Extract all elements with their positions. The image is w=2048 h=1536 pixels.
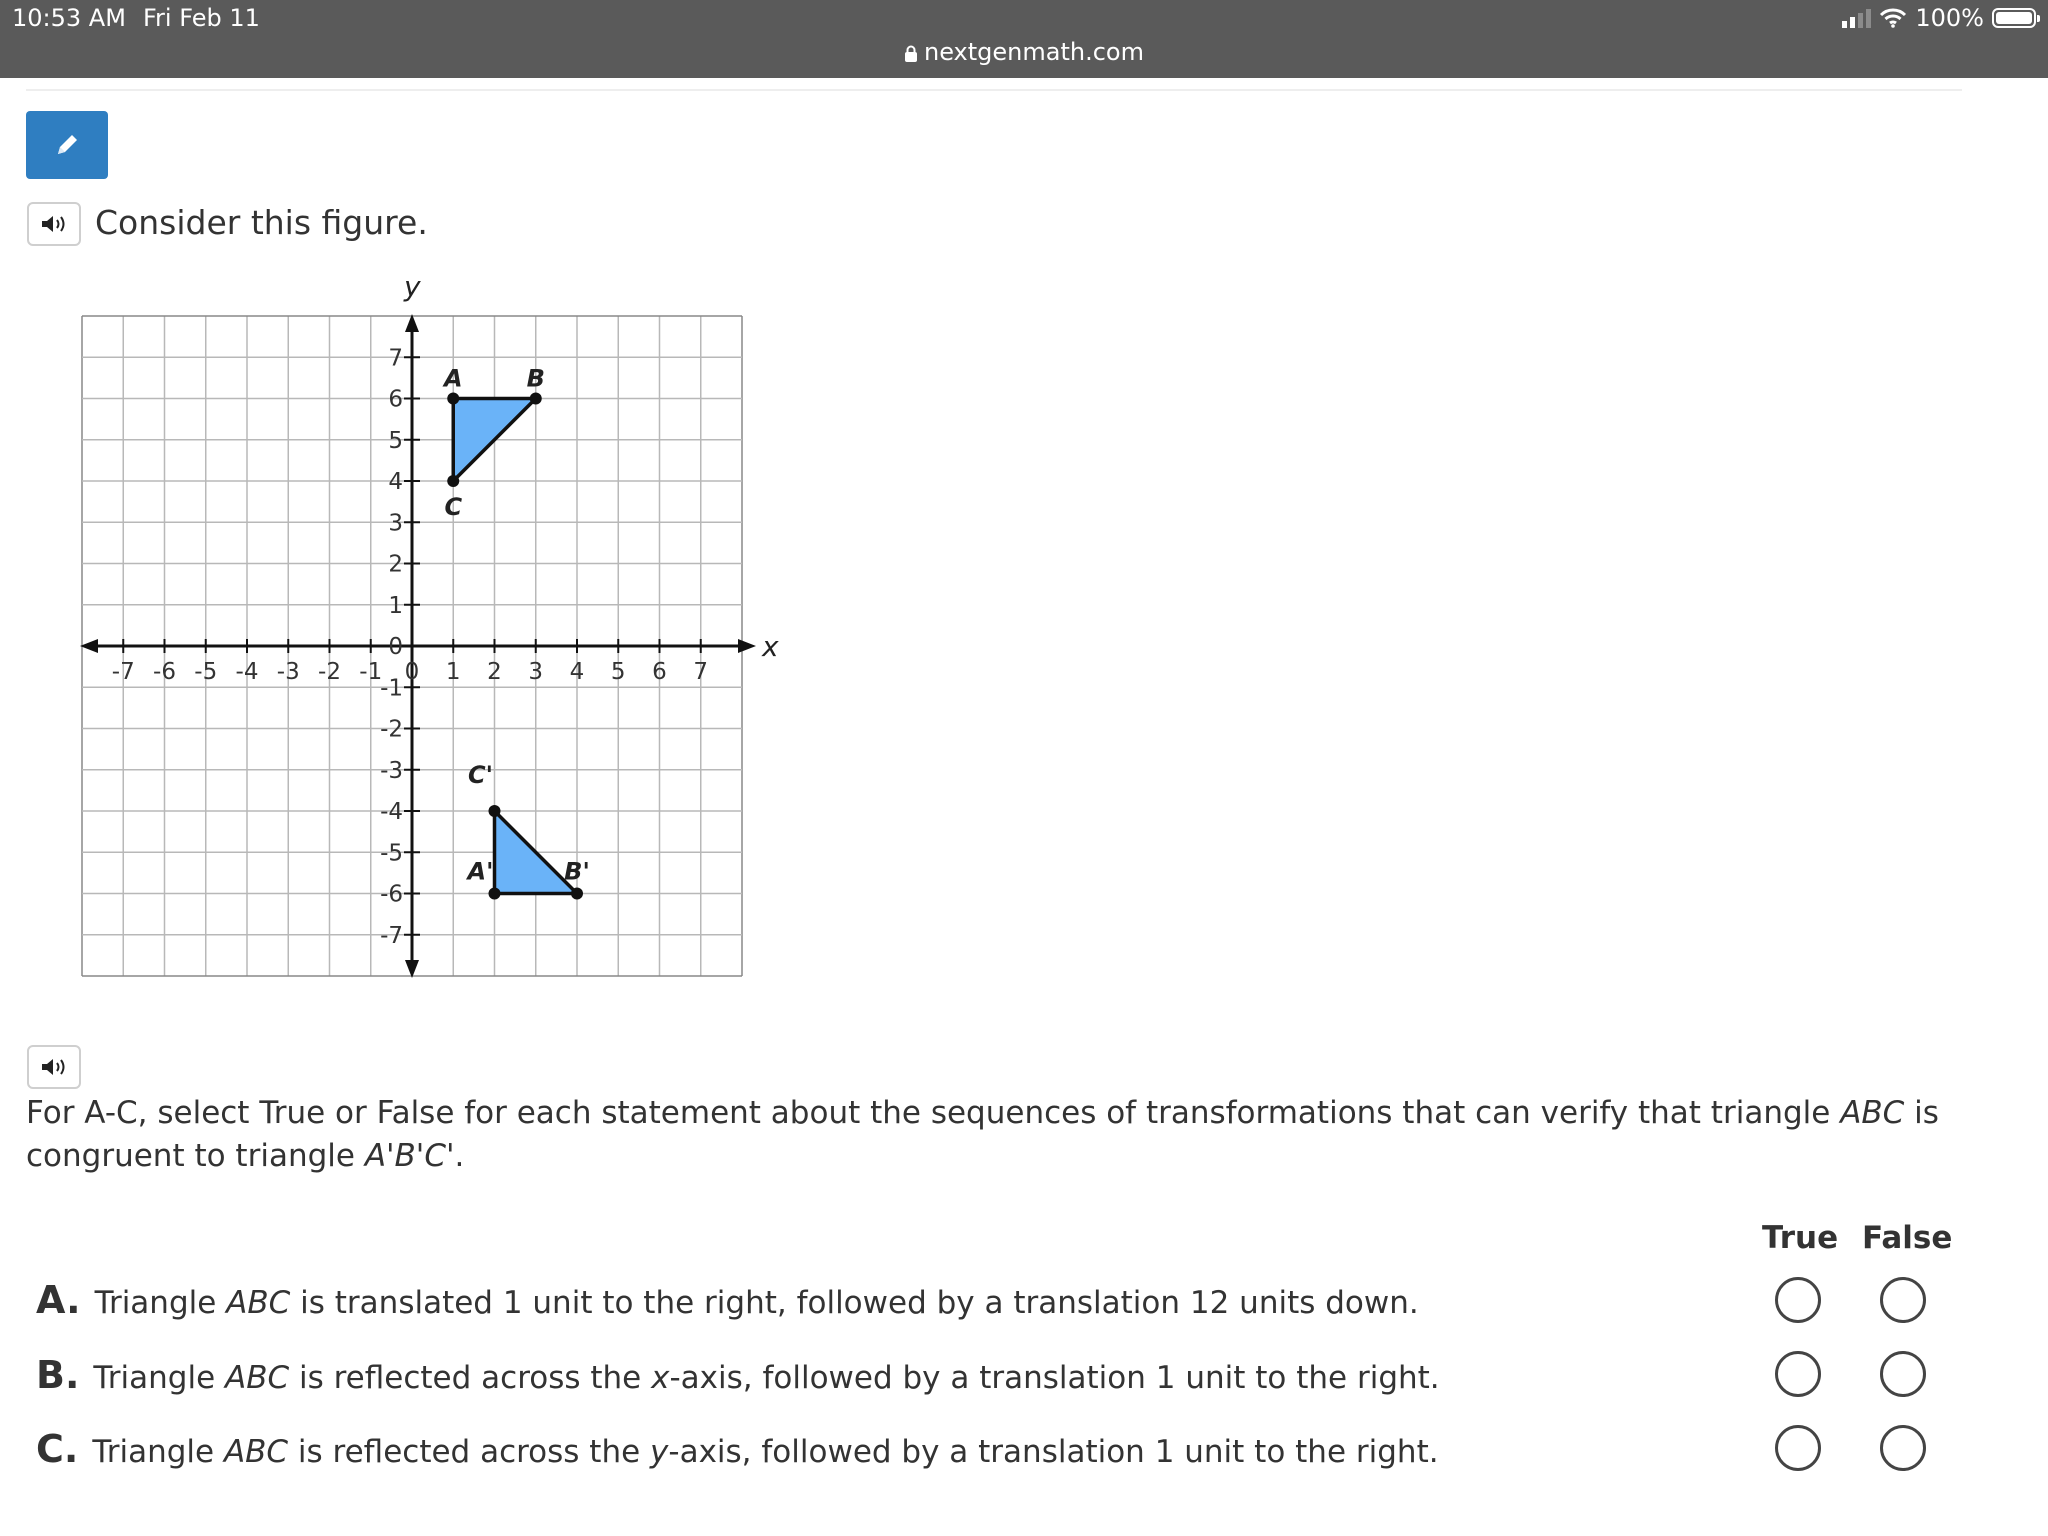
false-header: False xyxy=(1862,1220,1953,1256)
vertex-label: B' xyxy=(564,857,590,886)
statement-text: is translated 1 unit to the right, followed by a translation 12 units down. xyxy=(290,1285,1419,1321)
y-axis-label: y xyxy=(404,270,421,303)
vertex-point xyxy=(447,393,459,405)
radio-a-false[interactable] xyxy=(1880,1277,1926,1323)
statement-text: is reflected across the xyxy=(289,1360,652,1396)
vertex-label: A xyxy=(443,364,463,393)
audio-button-instructions[interactable] xyxy=(27,1045,81,1089)
y-tick-label: -6 xyxy=(380,881,403,908)
url-text: nextgenmath.com xyxy=(924,38,1144,66)
y-tick-label: 2 xyxy=(388,551,403,578)
statement-axis: x xyxy=(651,1360,670,1396)
y-tick-label: -3 xyxy=(380,757,403,784)
speaker-icon xyxy=(39,214,69,234)
wifi-icon xyxy=(1879,8,1907,28)
battery-percent: 100% xyxy=(1915,4,1984,32)
statement-letter: C. xyxy=(36,1427,79,1471)
y-tick-label: -7 xyxy=(380,922,403,949)
statement-post: -axis, followed by a translation 1 unit to the right. xyxy=(669,1360,1440,1396)
lock-icon xyxy=(904,45,918,63)
status-date: Fri Feb 11 xyxy=(143,4,260,32)
radio-a-true[interactable] xyxy=(1775,1277,1821,1323)
statement-letter: B. xyxy=(36,1353,80,1397)
x-tick-label: -5 xyxy=(194,659,218,685)
prompt-text: Consider this figure. xyxy=(95,203,428,242)
statement-pre: Triangle xyxy=(94,1285,227,1321)
x-tick-label: 5 xyxy=(610,659,626,685)
x-axis-arrow-right xyxy=(738,639,756,653)
statement-c xyxy=(36,1427,1439,1471)
address-bar[interactable] xyxy=(0,38,2048,66)
radio-b-false[interactable] xyxy=(1880,1351,1926,1397)
statement-pre: Triangle xyxy=(92,1434,224,1470)
x-tick-label: -2 xyxy=(318,659,341,685)
vertex-label: C xyxy=(444,493,463,521)
signal-icon xyxy=(1842,8,1871,28)
x-tick-label: 6 xyxy=(652,659,667,685)
edit-button[interactable] xyxy=(26,111,108,179)
vertex-point xyxy=(489,888,501,900)
instructions-triangle-abc: ABC xyxy=(1840,1095,1905,1131)
divider xyxy=(26,89,1962,91)
y-tick-label: 6 xyxy=(388,386,403,413)
x-tick-label: -1 xyxy=(359,659,383,685)
statement-b xyxy=(36,1353,1440,1397)
true-header: True xyxy=(1762,1220,1839,1256)
vertex-point xyxy=(530,393,542,405)
pencil-icon xyxy=(52,130,82,160)
radio-c-true[interactable] xyxy=(1775,1425,1821,1471)
vertex-label: C' xyxy=(468,761,493,789)
x-axis-label: x xyxy=(762,630,779,663)
radio-b-true[interactable] xyxy=(1775,1351,1821,1397)
y-tick-label: 1 xyxy=(388,592,403,619)
y-tick-label: 3 xyxy=(388,510,403,537)
y-tick-label: 7 xyxy=(388,345,403,372)
vertex-label: B xyxy=(526,364,545,393)
status-right xyxy=(1842,4,2036,32)
statement-pre: Triangle xyxy=(93,1360,226,1396)
battery-icon xyxy=(1992,8,2036,28)
y-tick-label: -2 xyxy=(380,716,403,743)
instructions-triangle-aprime: A'B'C' xyxy=(364,1138,455,1174)
statement-letter: A. xyxy=(36,1278,81,1322)
y-tick-label: 0 xyxy=(388,634,403,660)
y-tick-label: -5 xyxy=(380,840,403,867)
statement-post: -axis, followed by a translation 1 unit to the right. xyxy=(668,1434,1439,1470)
y-tick-label: 4 xyxy=(388,469,403,495)
status-time: 10:53 AM xyxy=(12,4,126,32)
x-tick-label: -7 xyxy=(111,659,135,685)
x-tick-label: 1 xyxy=(445,659,461,685)
statement-triangle: ABC xyxy=(226,1285,291,1321)
x-tick-label: 2 xyxy=(487,659,502,685)
audio-button-prompt[interactable] xyxy=(27,202,81,246)
x-tick-label: 3 xyxy=(528,659,544,685)
x-tick-label: -6 xyxy=(153,659,176,685)
vertex-point xyxy=(447,475,459,487)
x-tick-label: 7 xyxy=(693,659,709,685)
status-bar xyxy=(0,0,2048,78)
statement-triangle: ABC xyxy=(223,1434,289,1470)
statement-text: is reflected across the xyxy=(288,1434,651,1470)
x-tick-label: 4 xyxy=(569,659,585,685)
statement-a xyxy=(36,1278,1419,1322)
statement-axis: y xyxy=(650,1434,669,1470)
y-tick-label: -1 xyxy=(380,675,403,702)
coordinate-graph xyxy=(60,270,780,990)
x-tick-label: -3 xyxy=(276,659,300,685)
radio-c-false[interactable] xyxy=(1880,1425,1926,1471)
x-tick-label: 0 xyxy=(404,659,420,685)
vertex-label: A' xyxy=(467,857,494,886)
instructions-part2: is congruent to triangle xyxy=(26,1095,1939,1174)
x-tick-label: -4 xyxy=(235,659,259,685)
vertex-point xyxy=(489,805,501,817)
y-tick-label: -4 xyxy=(380,799,403,825)
instructions-part1: For A-C, select True or False for each statement about the sequences of transformations that can verify that triangle xyxy=(26,1095,1841,1131)
y-tick-label: 5 xyxy=(388,427,403,454)
vertex-point xyxy=(571,888,583,900)
statement-triangle: ABC xyxy=(225,1360,290,1396)
instructions xyxy=(26,1092,1976,1178)
instructions-part3: . xyxy=(454,1138,465,1174)
speaker-icon xyxy=(39,1057,69,1077)
